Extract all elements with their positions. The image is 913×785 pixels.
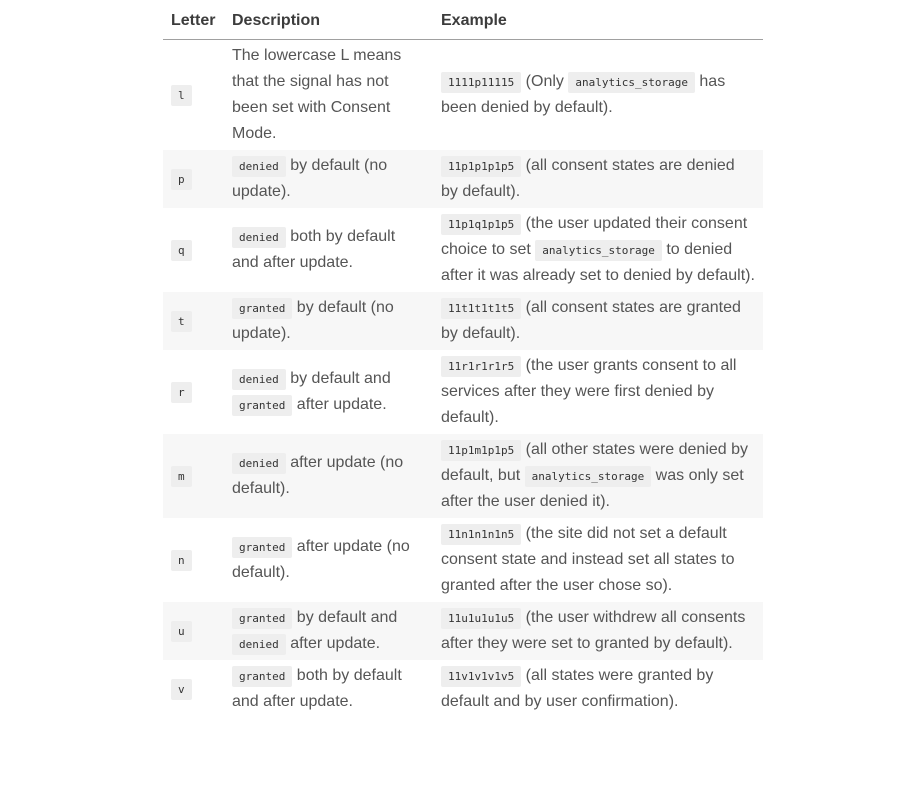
letter-cell [163,350,224,434]
table-row [163,150,763,208]
description-text: both by default and after update. [232,228,396,271]
letter-cell [163,150,224,208]
description-text: both by default and after update. [232,667,402,710]
letter-cell [163,40,224,151]
inline-code: denied [232,227,286,248]
example-text: (the user withdrew all consents after they were set to granted by default). [441,609,746,652]
inline-code: 11p1q1p1p5 [441,214,521,235]
inline-code: granted [232,537,292,558]
letter-code: m [171,466,192,487]
letter-code: p [171,169,192,190]
table-row [163,602,763,660]
table-row [163,292,763,350]
header-letter: Letter [163,6,224,40]
example-text: was only set after the user denied it). [441,467,744,510]
description-cell [224,518,433,602]
inline-code: 11u1u1u1u5 [441,608,521,629]
letter-code: n [171,550,192,571]
inline-code: denied [232,156,286,177]
example-text: (all consent states are denied by default). [441,157,735,200]
description-text: after update. [285,635,381,652]
example-cell [433,350,763,434]
letter-cell [163,434,224,518]
description-text: by default and [285,370,391,387]
description-text: after update (no default). [232,538,410,581]
inline-code: 11p1p1p1p5 [441,156,521,177]
example-text: (the user updated their consent choice to set [441,215,748,258]
table-row [163,660,763,718]
letter-cell [163,208,224,292]
description-cell [224,40,433,151]
table-row [163,350,763,434]
description-cell [224,602,433,660]
description-text: The lowercase L means that the signal has not been set with Consent Mode. [232,47,402,142]
inline-code: analytics_storage [568,72,695,93]
description-text: by default (no update). [232,299,394,342]
example-text: has been denied by default). [441,73,726,116]
header-example: Example [433,6,763,40]
description-cell [224,434,433,518]
letter-cell [163,518,224,602]
description-cell [224,150,433,208]
example-cell [433,40,763,151]
example-text: to denied after it was already set to denied by default). [441,241,755,284]
example-cell [433,518,763,602]
example-cell [433,208,763,292]
inline-code: 11r1r1r1r5 [441,356,521,377]
letter-cell [163,292,224,350]
example-cell [433,602,763,660]
description-cell [224,292,433,350]
table-row [163,208,763,292]
example-cell [433,434,763,518]
description-text: after update (no default). [232,454,404,497]
letter-code: l [171,85,192,106]
example-text: (all other states were denied by default, but [441,441,749,484]
letter-code: v [171,679,192,700]
inline-code: analytics_storage [535,240,662,261]
example-text: (all states were granted by default and by user confirmation). [441,667,714,710]
letter-code: q [171,240,192,261]
letter-code: u [171,621,192,642]
description-text: by default and [292,609,398,626]
inline-code: granted [232,298,292,319]
inline-code: granted [232,395,292,416]
table-row [163,434,763,518]
description-text: by default (no update). [232,157,388,200]
inline-code: 1111p11115 [441,72,521,93]
letter-cell [163,602,224,660]
example-text: (Only [521,73,569,90]
letter-code: r [171,382,192,403]
description-cell [224,350,433,434]
inline-code: 11p1m1p1p5 [441,440,521,461]
table-row [163,40,763,151]
inline-code: analytics_storage [525,466,652,487]
table-body [163,40,763,719]
example-text: (all consent states are granted by default). [441,299,741,342]
example-text: (the site did not set a default consent state and instead set all states to granted after the user chose so). [441,525,735,594]
example-text: (the user grants consent to all services after they were first denied by default). [441,357,737,426]
inline-code: granted [232,666,292,687]
example-cell [433,150,763,208]
header-description: Description [224,6,433,40]
consent-letter-table [163,6,763,718]
inline-code: granted [232,608,292,629]
description-cell [224,208,433,292]
description-cell [224,660,433,718]
example-cell [433,660,763,718]
letter-code: t [171,311,192,332]
description-text: after update. [292,396,387,413]
example-cell [433,292,763,350]
table-header-row [163,6,763,40]
inline-code: 11n1n1n1n5 [441,524,521,545]
inline-code: denied [232,634,286,655]
inline-code: 11v1v1v1v5 [441,666,521,687]
letter-cell [163,660,224,718]
inline-code: denied [232,453,286,474]
inline-code: denied [232,369,286,390]
inline-code: 11t1t1t1t5 [441,298,521,319]
table-row [163,518,763,602]
